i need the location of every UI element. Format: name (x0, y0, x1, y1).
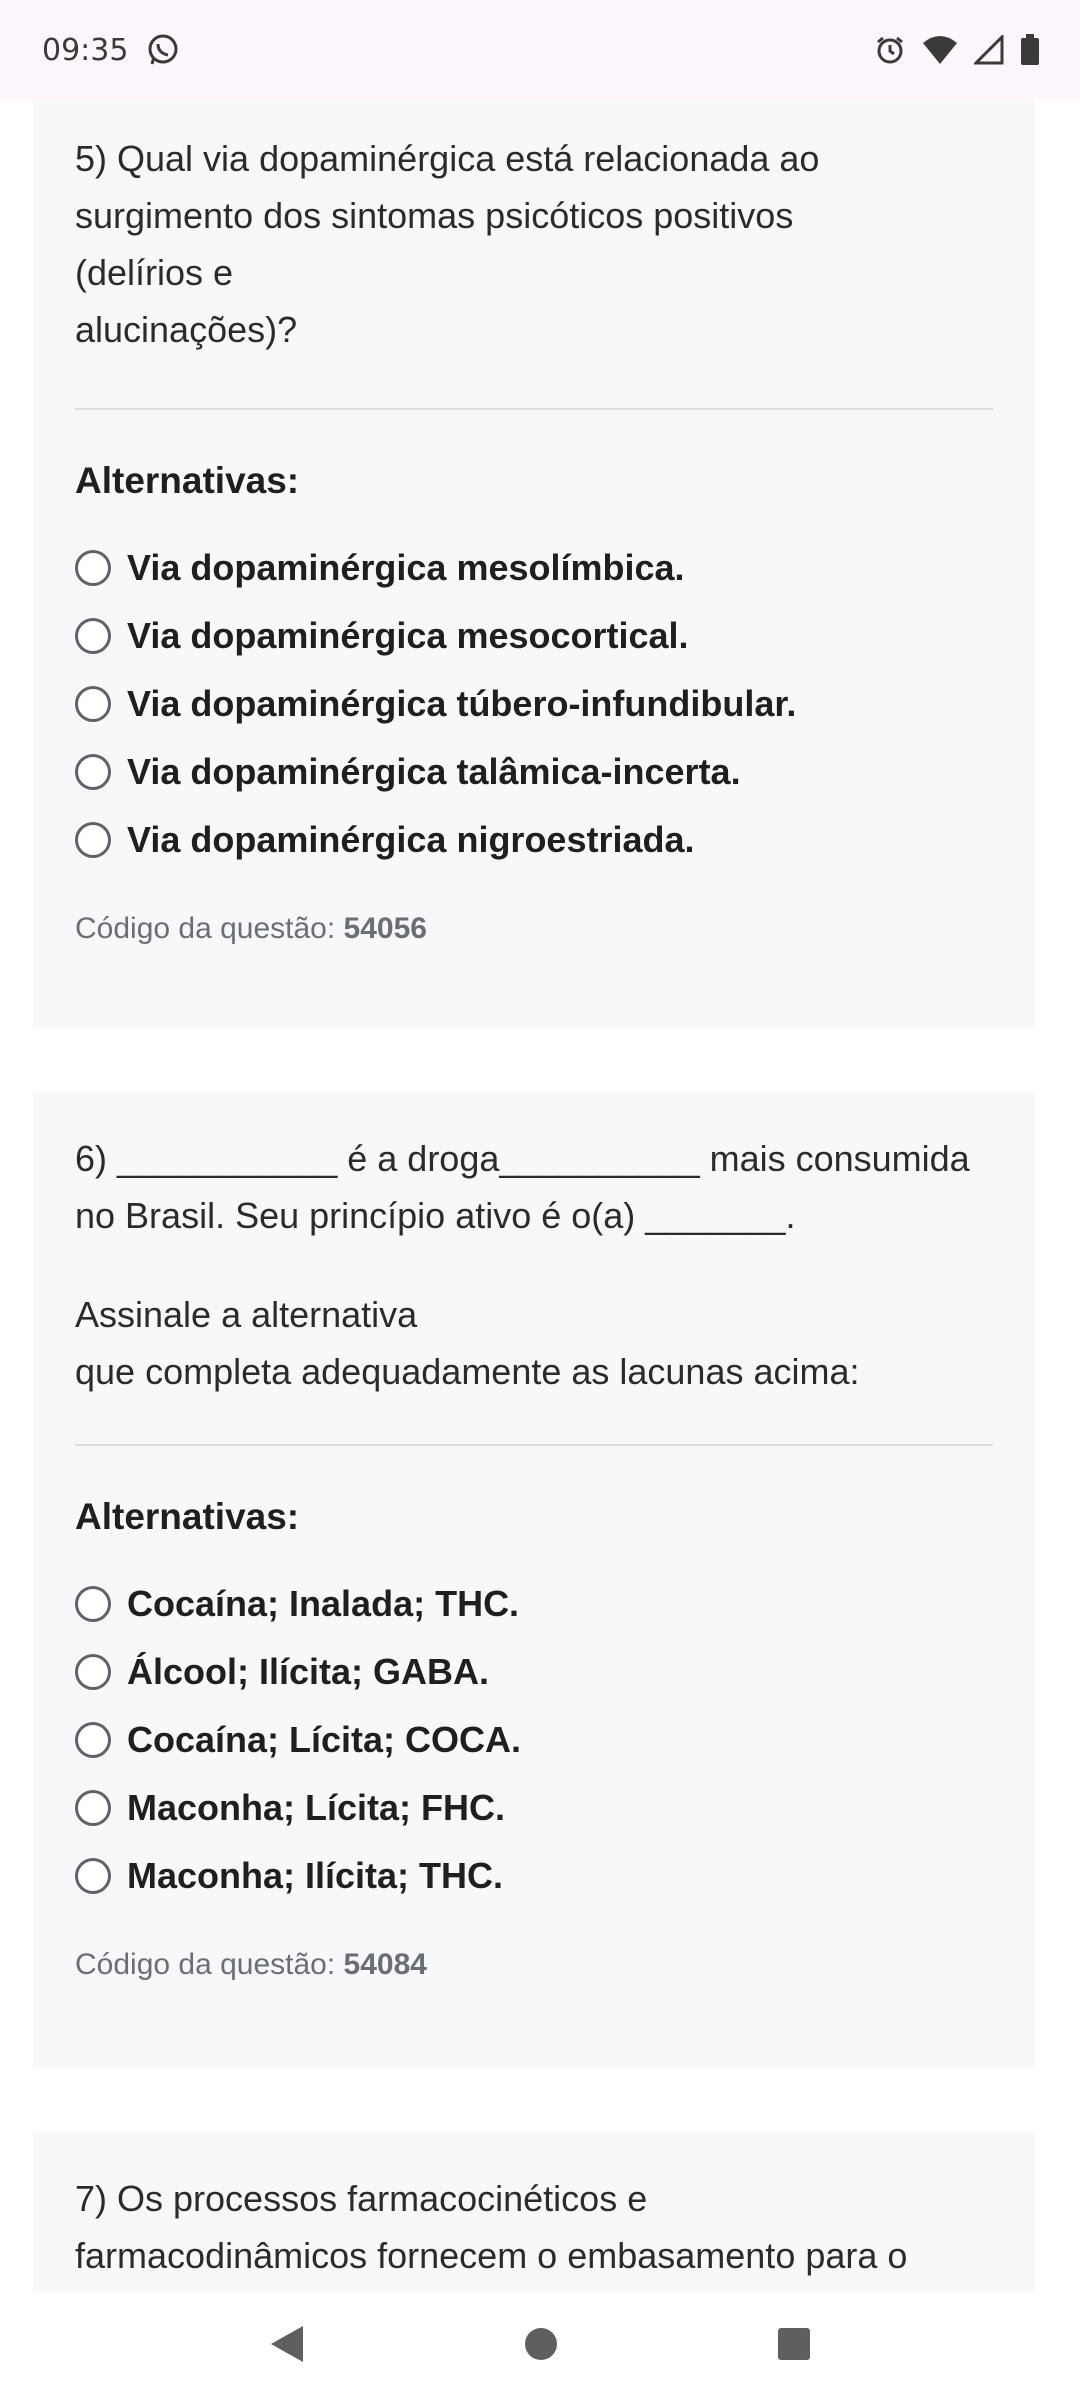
question-text (75, 1130, 993, 1244)
signal-icon (974, 35, 1004, 65)
radio-button[interactable] (75, 618, 111, 654)
radio-button[interactable] (75, 1790, 111, 1826)
alarm-icon (874, 34, 906, 66)
question-text-line: farmacodinâmicos fornecem o embasamento para o (75, 2235, 908, 2276)
radio-button[interactable] (75, 822, 111, 858)
recents-icon[interactable] (777, 2327, 811, 2366)
option-label[interactable]: Via dopaminérgica túbero-infundibular. (127, 683, 797, 724)
question-code-value: 54056 (343, 912, 427, 945)
option-label[interactable]: Álcool; Ilícita; GABA. (127, 1651, 490, 1692)
status-bar (0, 0, 1080, 100)
radio-button[interactable] (75, 550, 111, 586)
divider (75, 1444, 993, 1446)
option-label[interactable]: Via dopaminérgica mesocortical. (127, 615, 689, 656)
question-card-7 (33, 2132, 1035, 2292)
option-label[interactable]: Cocaína; Inalada; THC. (127, 1583, 520, 1624)
divider (75, 408, 993, 410)
question-text-line: 6) ___________ é a droga__________ mais consumida (75, 1138, 970, 1179)
option-1[interactable] (75, 1570, 993, 1638)
question-text (75, 130, 993, 358)
question-list[interactable] (0, 100, 1080, 2292)
option-1[interactable] (75, 534, 993, 602)
option-label[interactable]: Via dopaminérgica mesolímbica. (127, 547, 685, 588)
question-code (75, 912, 993, 946)
question-text-line: alucinações)? (75, 309, 298, 350)
back-icon[interactable] (269, 2324, 305, 2369)
question-code-value: 54084 (343, 1948, 427, 1981)
option-2[interactable] (75, 1638, 993, 1706)
radio-button[interactable] (75, 754, 111, 790)
question-code-label: Código da questão: (75, 1948, 344, 1981)
question-instruction (75, 1286, 993, 1400)
option-4[interactable] (75, 1774, 993, 1842)
question-text-line: surgimento dos sintomas psicóticos positivos (75, 195, 794, 236)
question-text-line: 5) Qual via dopaminérgica está relacionada ao (75, 138, 820, 179)
radio-button[interactable] (75, 1858, 111, 1894)
option-label[interactable]: Maconha; Ilícita; THC. (127, 1855, 504, 1896)
option-label[interactable]: Maconha; Lícita; FHC. (127, 1787, 506, 1828)
option-5[interactable] (75, 806, 993, 874)
status-left (42, 33, 180, 68)
option-3[interactable] (75, 1706, 993, 1774)
question-card-6 (33, 1092, 1035, 2068)
alternatives-heading: Alternativas: (75, 460, 300, 501)
question-code-label: Código da questão: (75, 912, 344, 945)
option-label[interactable]: Via dopaminérgica talâmica-incerta. (127, 751, 741, 792)
question-text-line: que completa adequadamente as lacunas acima: (75, 1351, 860, 1392)
whatsapp-icon (146, 33, 180, 67)
navigation-bar (0, 2292, 1080, 2400)
option-4[interactable] (75, 738, 993, 806)
option-2[interactable] (75, 602, 993, 670)
status-right (874, 34, 1040, 66)
radio-button[interactable] (75, 686, 111, 722)
option-3[interactable] (75, 670, 993, 738)
question-text-line: no Brasil. Seu princípio ativo é o(a) _______. (75, 1195, 796, 1236)
option-label[interactable]: Via dopaminérgica nigroestriada. (127, 819, 695, 860)
wifi-icon (922, 34, 958, 66)
alternatives-heading: Alternativas: (75, 1496, 300, 1537)
question-code (75, 1948, 993, 1982)
option-label[interactable]: Cocaína; Lícita; COCA. (127, 1719, 522, 1760)
radio-button[interactable] (75, 1654, 111, 1690)
question-text-line: 7) Os processos farmacocinéticos e (75, 2178, 648, 2219)
question-card-5 (33, 100, 1035, 1028)
home-icon[interactable] (523, 2326, 559, 2367)
radio-button[interactable] (75, 1722, 111, 1758)
radio-button[interactable] (75, 1586, 111, 1622)
question-text-line: Assinale a alternativa (75, 1294, 418, 1335)
option-5[interactable] (75, 1842, 993, 1910)
question-text (75, 2170, 993, 2284)
battery-icon (1020, 34, 1040, 66)
status-time: 09:35 (42, 32, 129, 68)
question-text-line: (delírios e (75, 252, 234, 293)
